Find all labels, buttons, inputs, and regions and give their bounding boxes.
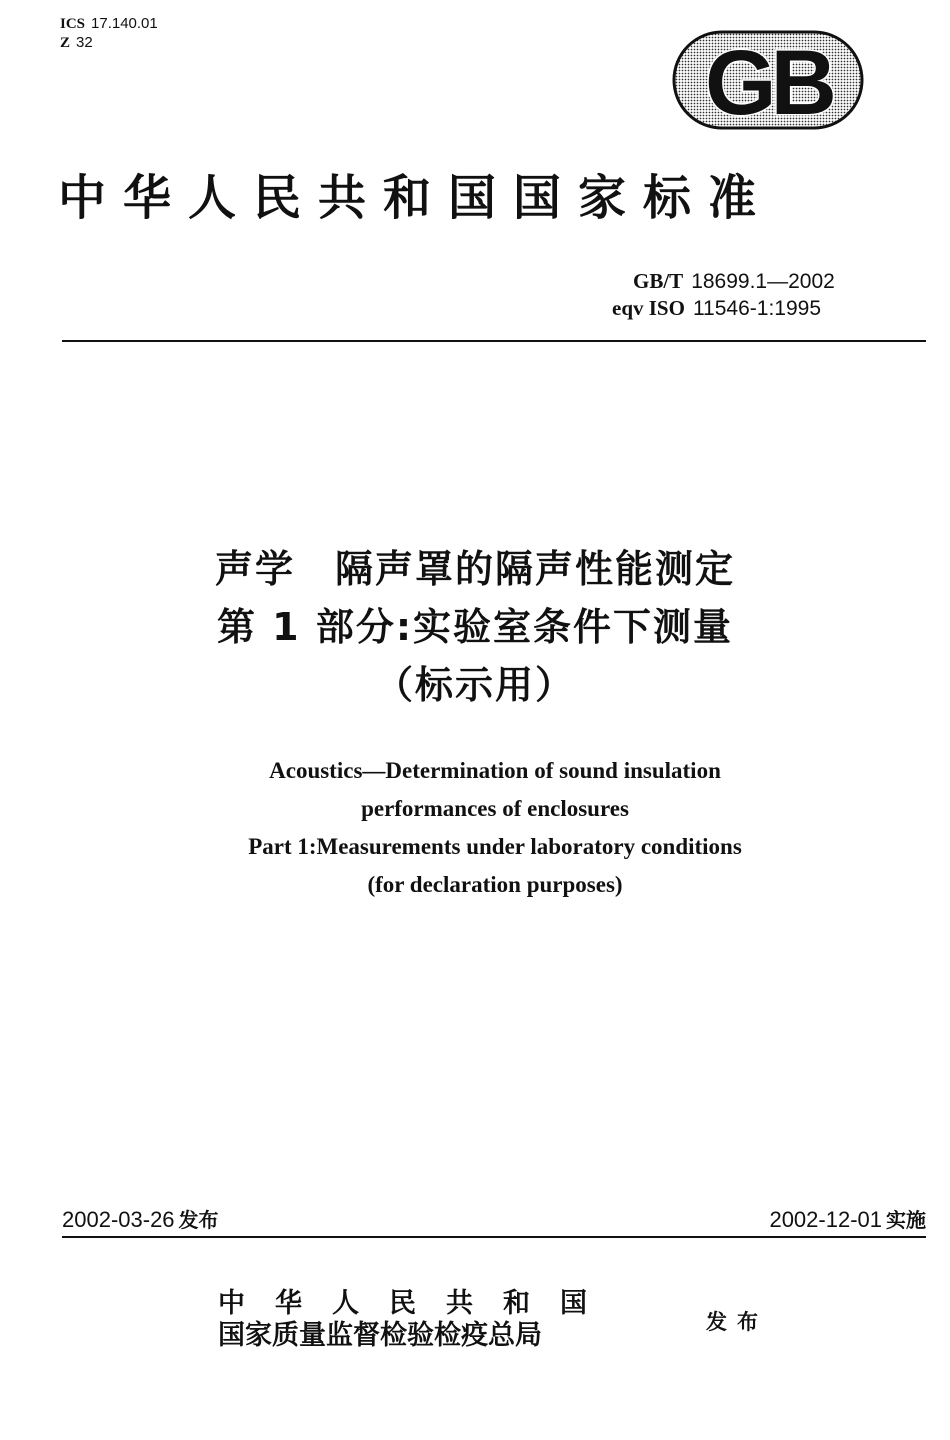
english-title: [0, 752, 950, 904]
ics-value: 17.140.01: [91, 15, 158, 32]
issuer-line-2: 国家质量监督检验检疫总局: [218, 1320, 542, 1351]
ics-code: [60, 14, 158, 33]
gbt-number: 18699.1—2002: [691, 270, 835, 293]
issue-date-value: 2002-03-26: [62, 1207, 175, 1232]
top-divider: [62, 340, 926, 342]
gbt-number-row: [612, 268, 922, 295]
eqv-prefix: eqv ISO: [612, 296, 685, 320]
effective-date-value: 2002-12-01: [769, 1207, 882, 1232]
chinese-title-line-3: （标示用）: [374, 663, 575, 707]
issue-date-word: 发布: [178, 1208, 219, 1232]
z-code: [60, 33, 158, 52]
effective-date-word: 实施: [886, 1208, 926, 1232]
chinese-title-line-1: 声学 隔声罩的隔声性能测定: [214, 547, 735, 591]
publish-label: 发布: [706, 1310, 768, 1334]
issuing-authority: [218, 1288, 617, 1352]
english-title-line-1: Acoustics—Determination of sound insulation: [269, 758, 721, 783]
ics-label: ICS: [60, 16, 86, 32]
effective-date: [769, 1204, 926, 1233]
english-title-line-2: performances of enclosures: [361, 796, 629, 821]
chinese-title-line-2: 第 1 部分:实验室条件下测量: [216, 605, 734, 649]
classification-codes: [60, 14, 158, 52]
english-title-line-4: (for declaration purposes): [367, 872, 623, 897]
english-title-line-3: Part 1:Measurements under laboratory conditions: [248, 834, 742, 859]
eqv-number: 11546-1:1995: [692, 297, 821, 320]
standard-number-block: [612, 268, 922, 322]
z-label: Z: [60, 35, 71, 51]
eqv-number-row: [612, 295, 922, 322]
gb-logo-text: GB: [705, 32, 831, 130]
gbt-prefix: GB/T: [633, 269, 684, 293]
bottom-divider: [62, 1236, 926, 1238]
gb-logo: [672, 30, 864, 130]
chinese-title: [0, 540, 950, 714]
issuer-line-1: 中华人民共和国: [218, 1288, 617, 1319]
national-standard-heading: 中华人民共和国国家标准: [58, 170, 774, 226]
issue-date: [62, 1204, 219, 1233]
z-value: 32: [76, 34, 93, 51]
